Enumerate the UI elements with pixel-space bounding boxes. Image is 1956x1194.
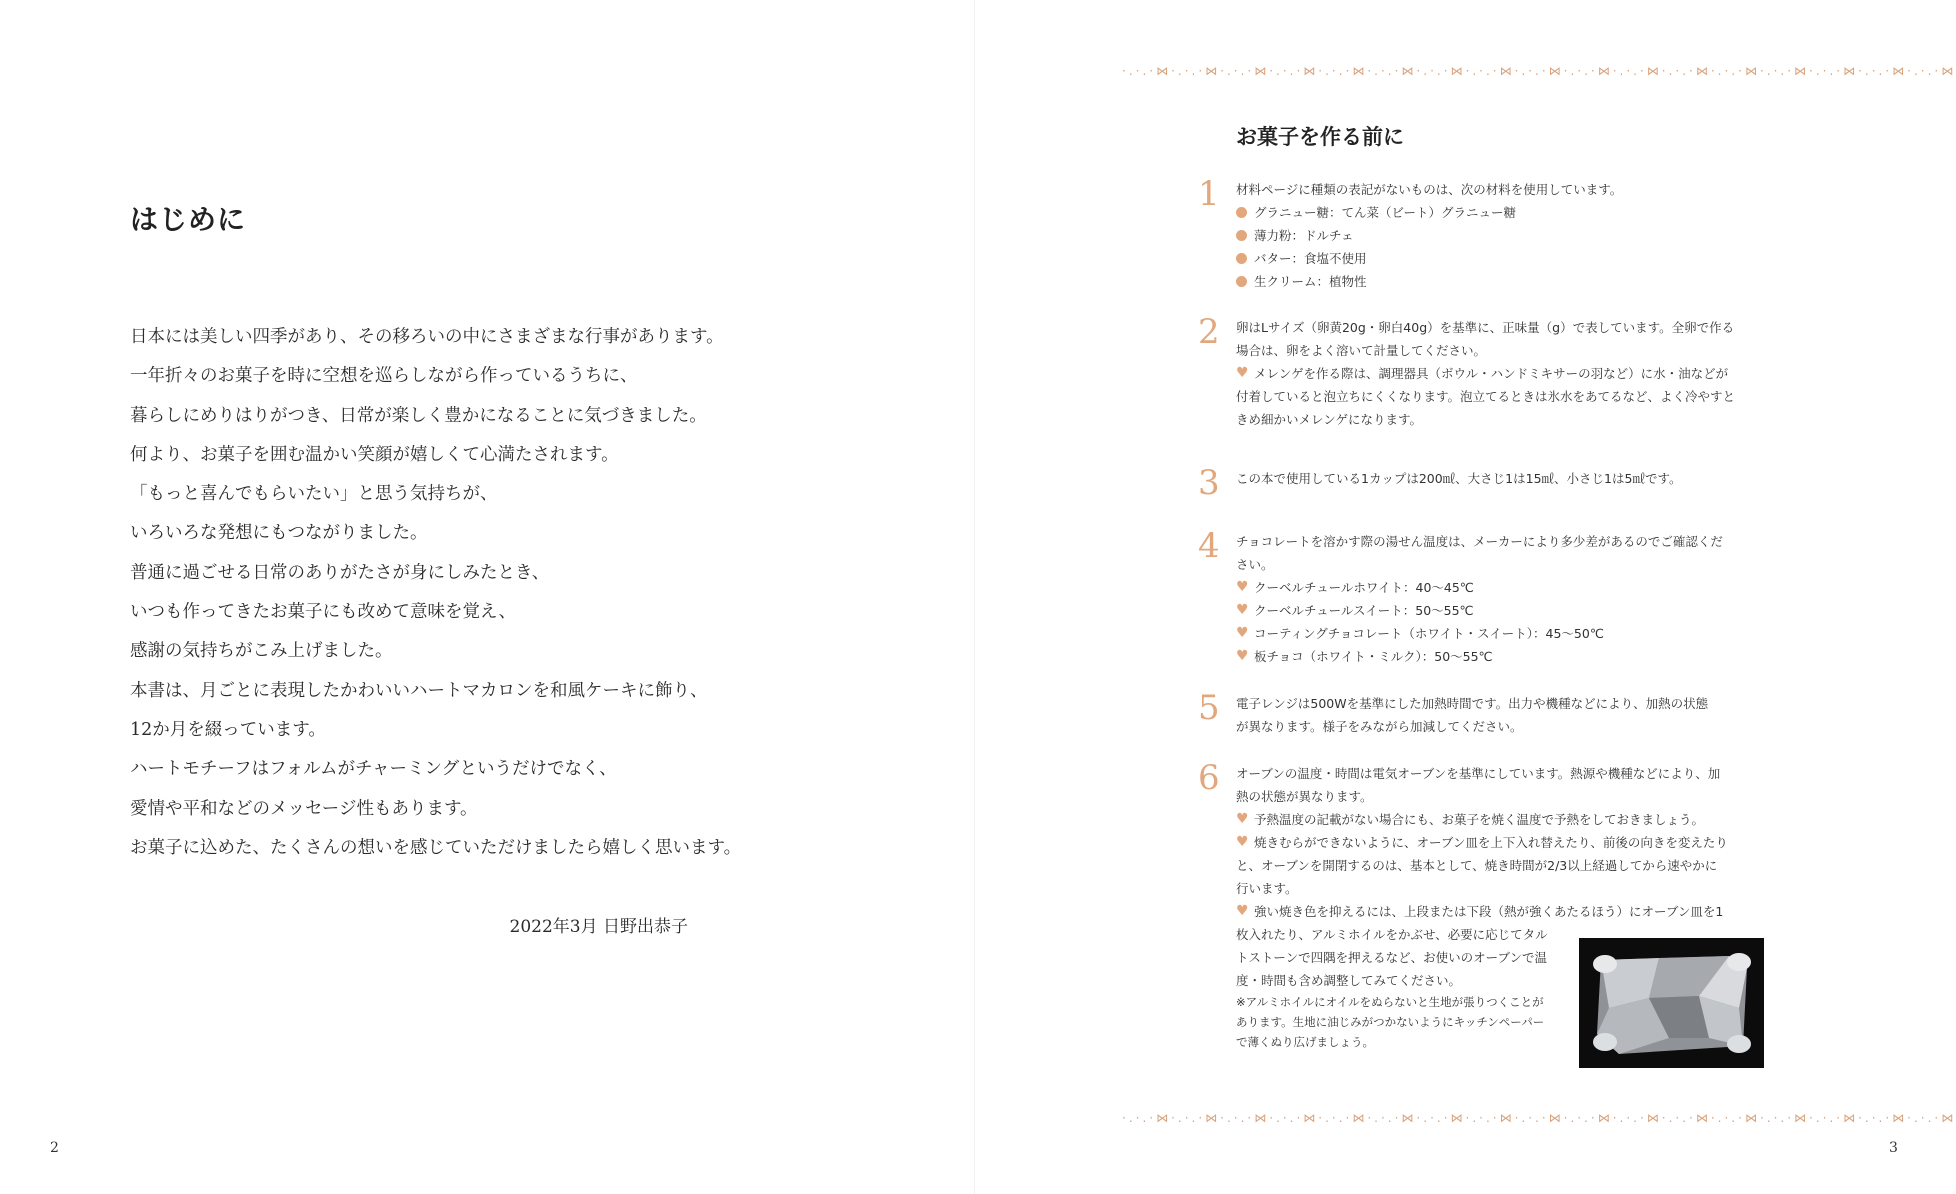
intro-line: お菓子に込めた、たくさんの想いを感じていただけましたら嬉しく思います。 [130,837,742,858]
intro-line: いろいろな発想にもつながりました。 [130,523,428,544]
intro-line: 「もっと喜んでもらいたい」と思う気持ちが、 [130,484,498,505]
note-text: 度・時間も含め調整してみてください。 [1236,973,1462,988]
intro-line: 本書は、月ごとに表現したかわいいハートマカロンを和風ケーキに飾り、 [130,680,708,701]
signature: 2022年3月 日野出恭子 [509,917,688,937]
page-number-left: 2 [50,1140,59,1156]
note-5 [1198,688,1743,738]
note-text: チョコレートを溶かす際の湯せん温度は、メーカーにより多少差があるのでご確認くだ [1236,534,1723,549]
notes-title: お菓子を作る前に [1236,124,1404,149]
list-item: ♥ 強い焼き色を抑えるには、上段または下段（熱が強くあたるほう）にオーブン皿を1 [1236,900,1741,923]
note-text: 卵はLサイズ（卵黄20g・卵白40g）を基準に、正味量（g）で表しています。全卵で作る [1236,320,1735,335]
note-text: オーブンの温度・時間は電気オーブンを基準にしています。熱源や機種などにより、加 [1236,766,1721,781]
intro-line: 一年折々のお菓子を時に空想を巡らしながら作っているうちに、 [130,366,638,387]
list-item: バター：食塩不使用 [1236,247,1743,270]
note-2 [1198,312,1743,431]
note-text: きめ細かいメレンゲになります。 [1236,412,1422,427]
dot-bullet-icon [1236,253,1247,264]
note-1 [1198,174,1743,293]
note-text: この本で使用している1カップは200㎖、大さじ1は15㎖、小さじ1は5㎖です。 [1236,471,1682,486]
list-item: 生クリーム：植物性 [1236,270,1743,293]
note-number: 4 [1198,526,1220,566]
footnote: あります。生地に油じみがつかないようにキッチンペーパー [1236,1015,1545,1029]
intro-body [130,318,830,868]
note-text: と、オーブンを開閉するのは、基本として、焼き時間が2/3以上経過してから速やかに [1236,858,1718,873]
footnote: で薄くぬり広げましょう。 [1236,1035,1374,1049]
note-text: 枚入れたり、アルミホイルをかぶせ、必要に応じてタル [1236,927,1548,942]
list-item: ♥ クーベルチュールホワイト：40〜45℃ [1236,576,1743,599]
page-gutter [974,0,975,1194]
heart-bullet-icon: ♥ [1236,811,1249,827]
note-number: 6 [1198,758,1220,798]
page-title: はじめに [130,203,247,236]
note-text: 場合は、卵をよく溶いて計量してください。 [1236,343,1487,358]
note-number: 2 [1198,312,1220,352]
list-item: ♥ クーベルチュールスイート：50〜55℃ [1236,599,1743,622]
note-number: 1 [1198,174,1220,214]
note-text: 熱の状態が異なります。 [1236,789,1373,804]
heart-bullet-icon: ♥ [1236,903,1249,919]
bow-ornament-icon: ·.·.·⋈·.·.·⋈·.·.·⋈·.·.·⋈·.·.·⋈·.·.·⋈·.·.·⋈·.·.·⋈·.·.·⋈·.·.·⋈·.·.·⋈·.·.·⋈·.·.·⋈·.·.·⋈·.·.·⋈·.·.·⋈·.·.·⋈ [1122,64,1956,78]
heart-bullet-icon: ♥ [1236,365,1249,381]
intro-line: 暮らしにめりはりがつき、日常が楽しく豊かになることに気づきました。 [130,405,707,426]
intro-line: 何より、お菓子を囲む温かい笑顔が嬉しくて心満たされます。 [130,444,619,465]
list-item: グラニュー糖：てん菜（ビート）グラニュー糖 [1236,201,1743,224]
note-text: 材料ページに種類の表記がないものは、次の材料を使用しています。 [1236,182,1623,197]
intro-line: 日本には美しい四季があり、その移ろいの中にさまざまな行事があります。 [130,327,724,347]
note-number: 5 [1198,688,1220,728]
list-item: ♥ コーティングチョコレート（ホワイト・スイート）：45〜50℃ [1236,622,1743,645]
list-item: ♥ 焼きむらができないように、オーブン皿を上下入れ替えたり、前後の向きを変えたり [1236,831,1741,854]
list-item: 薄力粉：ドルチェ [1236,224,1743,247]
note-text: 付着していると泡立ちにくくなります。泡立てるときは氷水をあてるなど、よく冷やすと [1236,389,1736,404]
intro-line: ハートモチーフはフォルムがチャーミングというだけでなく、 [130,759,617,780]
intro-line: 12か月を綴っています。 [130,719,326,740]
intro-line: 愛情や平和などのメッセージ性もあります。 [130,798,478,819]
note-4 [1198,526,1743,668]
list-item: ♥ 板チョコ（ホワイト・ミルク）：50〜55℃ [1236,645,1743,668]
footnote: ※アルミホイルにオイルをぬらないと生地が張りつくことが [1236,995,1544,1009]
intro-line: 感謝の気持ちがこみ上げました。 [130,641,393,662]
heart-bullet-icon: ♥ [1236,834,1249,850]
dot-bullet-icon [1236,207,1247,218]
heart-bullet-icon: ♥ [1236,625,1249,641]
bow-ornament-icon: ·.·.·⋈·.·.·⋈·.·.·⋈·.·.·⋈·.·.·⋈·.·.·⋈·.·.·⋈·.·.·⋈·.·.·⋈·.·.·⋈·.·.·⋈·.·.·⋈·.·.·⋈·.·.·⋈·.·.·⋈·.·.·⋈·.·.·⋈ [1122,1111,1956,1125]
note-text: 電子レンジは500Wを基準にした加熱時間です。出力や機種などにより、加熱の状態 [1236,696,1709,711]
note-text: トストーンで四隅を押えるなど、お使いのオーブンで温 [1236,950,1548,965]
dot-bullet-icon [1236,230,1247,241]
dot-bullet-icon [1236,276,1247,287]
note-3 [1198,463,1743,503]
list-item: ♥ 予熱温度の記載がない場合にも、お菓子を焼く温度で予熱をしておきましょう。 [1236,808,1741,831]
heart-bullet-icon: ♥ [1236,579,1249,595]
note-number: 3 [1198,463,1220,503]
intro-line: いつも作ってきたお菓子にも改めて意味を覚え、 [130,602,517,623]
page-number-right: 3 [1889,1140,1898,1156]
note-text: さい。 [1236,557,1274,572]
note-text: が異なります。様子をみながら加減してください。 [1236,719,1523,734]
heart-bullet-icon: ♥ [1236,648,1249,664]
list-item: ♥ メレンゲを作る際は、調理器具（ボウル・ハンドミキサーの羽など）に水・油などが [1236,362,1743,385]
aluminum-foil-photo [1579,938,1764,1068]
heart-bullet-icon: ♥ [1236,602,1249,618]
intro-line: 普通に過ごせる日常のありがたさが身にしみたとき、 [130,562,550,583]
note-text: 行います。 [1236,881,1298,896]
